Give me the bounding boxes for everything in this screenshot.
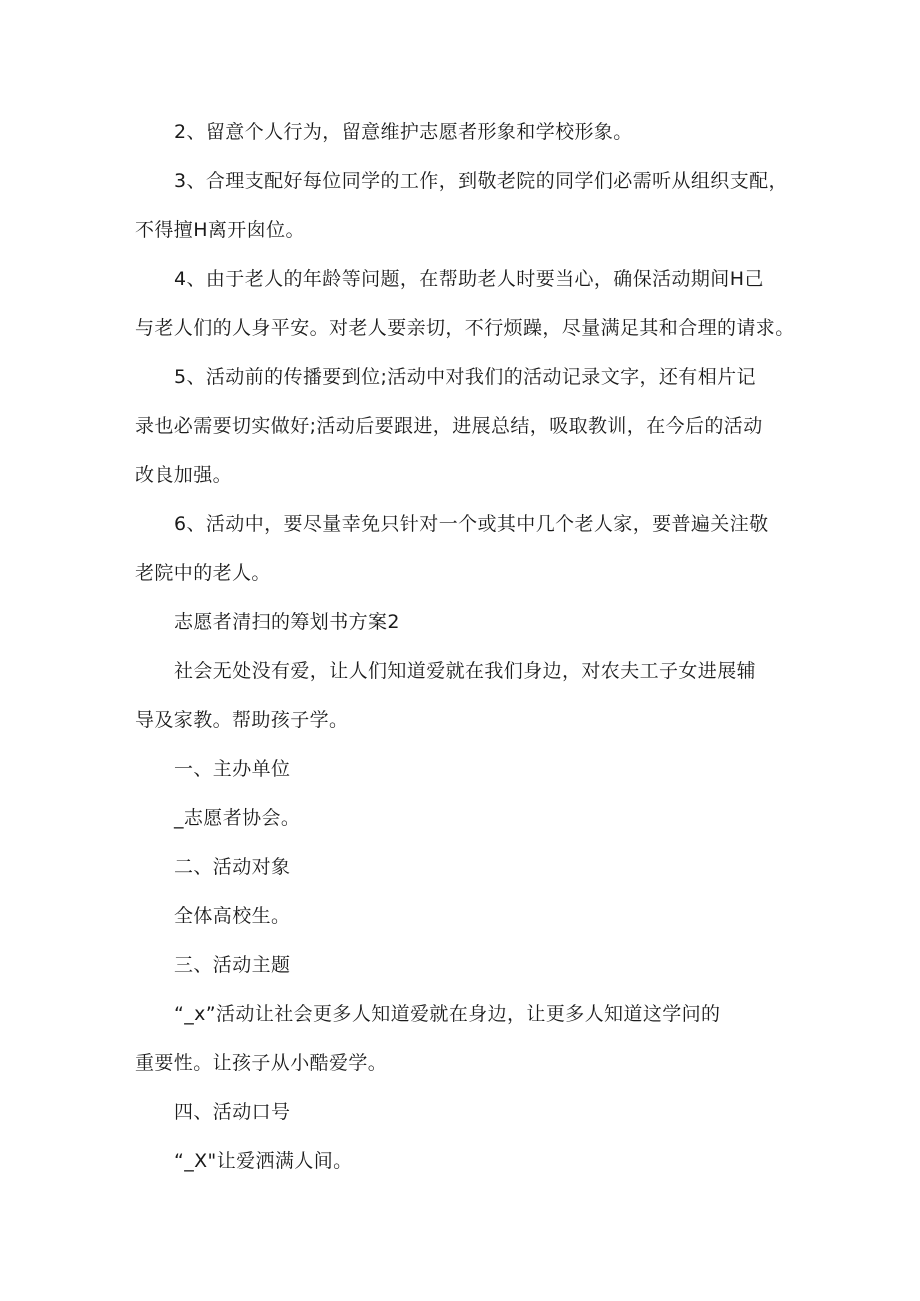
item-4-text-line2: 与老人们的人身平安。对老人要亲切，不行烦躁，尽量满足其和合理的请求。: [135, 317, 795, 339]
intro-text-line1: 社会无处没有爱，让人们知道爱就在我们身边，对农夫工子女进展辅: [174, 660, 757, 682]
section-heading: 志愿者清扫的筹划书方案2: [174, 611, 400, 633]
item-3-text-line2: 不得擅H离开囱位。: [135, 219, 305, 241]
theme-text-line2: 重要性。让孩子从小酷爱学。: [135, 1052, 388, 1074]
item-3-text-line1: 3、合理支配好每位同学的工作，到敬老院的同学们必需听从组织支配，: [174, 170, 788, 192]
item-5-text-line1: 5、活动前的传播要到位;活动中对我们的活动记录文字，还有相片记: [174, 366, 756, 388]
item-6-text-line2: 老院中的老人。: [135, 562, 271, 584]
heading-audience: 二、活动对象: [174, 856, 291, 878]
intro-text-line2: 导及家教。帮助孩子学。: [135, 709, 349, 731]
item-4-text-line1: 4、由于老人的年龄等问题，在帮助老人时要当心，确保活动期间H己: [174, 268, 764, 290]
theme-text-line1: “_x”活动让社会更多人知道爱就在身边，让更多人知道这学问的: [174, 1003, 721, 1025]
item-2-text: 2、留意个人行为，留意维护志愿者形象和学校形象。: [174, 121, 633, 143]
audience-text: 全体高校生。: [174, 905, 291, 927]
item-5-text-line2: 录也必需要切实做好;活动后要跟进，进展总结，吸取教训，在今后的活动: [135, 415, 763, 437]
heading-organizer: 一、主办单位: [174, 758, 291, 780]
heading-slogan: 四、活动口号: [174, 1101, 291, 1123]
slogan-text: “_X"让爱洒满人间。: [174, 1150, 353, 1172]
item-6-text-line1: 6、活动中，要尽量幸免只针对一个或其中几个老人家，要普遍关注敬: [174, 513, 769, 535]
heading-theme: 三、活动主题: [174, 954, 291, 976]
organizer-text: _志愿者协会。: [174, 807, 301, 829]
item-5-text-line3: 改良加强。: [135, 464, 233, 486]
